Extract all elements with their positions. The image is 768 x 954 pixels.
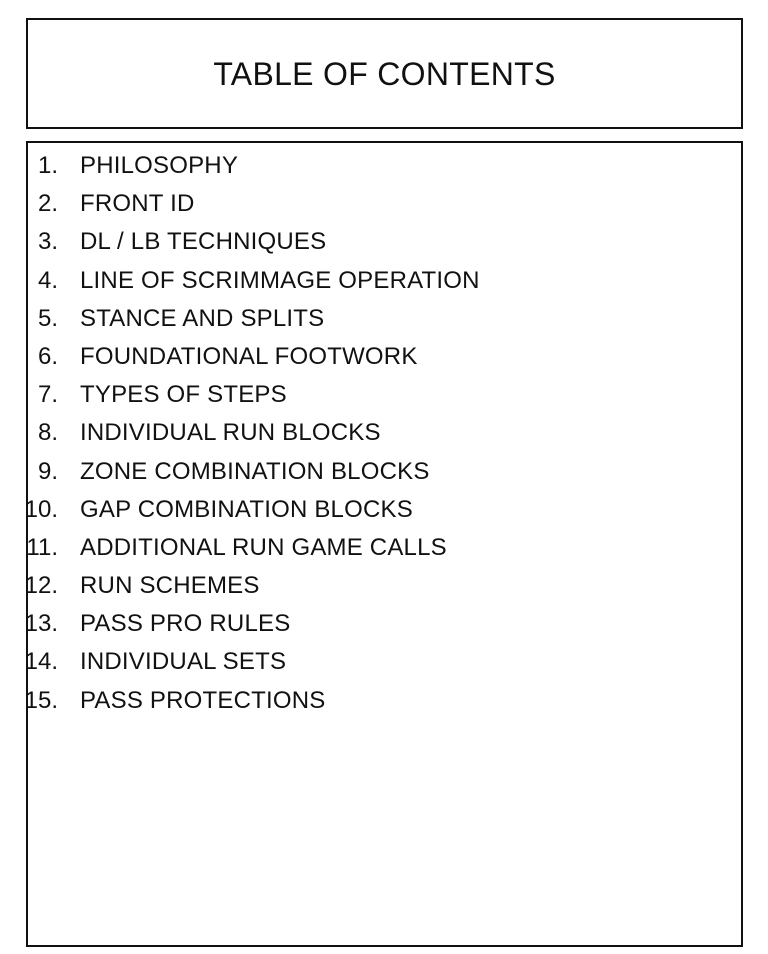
toc-item-number: 5. xyxy=(37,304,58,332)
toc-item-number: 4. xyxy=(37,266,58,294)
toc-item xyxy=(0,453,740,491)
toc-item xyxy=(0,567,740,605)
page-title: TABLE OF CONTENTS xyxy=(213,56,556,92)
toc-item-label: GAP COMBINATION BLOCKS xyxy=(80,495,413,523)
toc-item xyxy=(0,185,740,223)
toc-item-number: 3. xyxy=(37,228,58,256)
toc-item-label: INDIVIDUAL SETS xyxy=(80,648,287,676)
toc-item xyxy=(0,223,740,261)
toc-item-number: 11. xyxy=(26,533,58,561)
toc-item-label: PASS PROTECTIONS xyxy=(80,686,326,714)
toc-item-number: 2. xyxy=(37,190,58,218)
toc-item-number: 1. xyxy=(37,152,58,179)
toc-item xyxy=(0,338,740,376)
toc-item xyxy=(0,605,740,643)
toc-item-number: 15. xyxy=(24,686,58,714)
toc-item-label: DL / LB TECHNIQUES xyxy=(80,228,327,256)
toc-item xyxy=(0,376,740,414)
toc-item-number: 14. xyxy=(24,648,58,676)
toc-item xyxy=(0,262,740,300)
toc-list xyxy=(0,147,740,720)
toc-item-number: 10. xyxy=(24,495,58,523)
toc-item-number: 13. xyxy=(24,610,58,638)
toc-item-label: INDIVIDUAL RUN BLOCKS xyxy=(80,419,381,447)
toc-item xyxy=(0,147,740,185)
toc-item-label: STANCE AND SPLITS xyxy=(80,304,325,332)
toc-item-label: TYPES OF STEPS xyxy=(80,381,287,409)
toc-item-label: RUN SCHEMES xyxy=(80,572,260,600)
toc-item-label: PASS PRO RULES xyxy=(80,610,291,638)
toc-item-label: FOUNDATIONAL FOOTWORK xyxy=(80,342,418,370)
toc-item-label: ZONE COMBINATION BLOCKS xyxy=(80,457,430,485)
toc-item-number: 8. xyxy=(37,419,58,447)
toc-item xyxy=(0,414,740,452)
toc-item xyxy=(0,529,740,567)
toc-item xyxy=(0,643,740,681)
toc-item-label: LINE OF SCRIMMAGE OPERATION xyxy=(80,266,480,294)
toc-item-label: FRONT ID xyxy=(80,190,195,218)
toc-item-label: PHILOSOPHY xyxy=(80,152,239,179)
toc-item xyxy=(0,682,740,720)
toc-item xyxy=(0,491,740,529)
toc-item xyxy=(0,300,740,338)
toc-item-number: 7. xyxy=(37,381,58,409)
toc-item-label: ADDITIONAL RUN GAME CALLS xyxy=(80,533,447,561)
toc-item-number: 6. xyxy=(37,342,58,370)
toc-item-number: 9. xyxy=(37,457,58,485)
toc-item-number: 12. xyxy=(24,572,58,600)
title-box xyxy=(26,18,743,129)
